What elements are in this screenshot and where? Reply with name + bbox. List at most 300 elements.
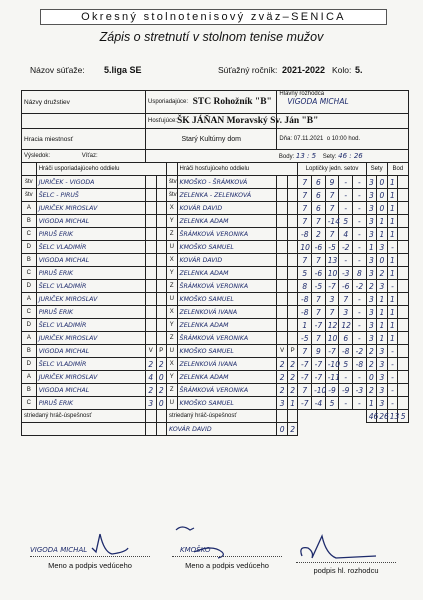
venue-value: Starý Kultúrny dom bbox=[146, 129, 277, 150]
set-scores-header: Loptičky jedn. setov bbox=[298, 163, 366, 176]
away-player: KOVÁR DAVID bbox=[177, 254, 277, 267]
total-sets-won: 46 bbox=[366, 410, 377, 423]
result-cell bbox=[22, 150, 146, 163]
sets-won: 2 bbox=[366, 358, 377, 371]
match-row bbox=[22, 280, 409, 293]
match-row bbox=[22, 254, 409, 267]
set-score: - bbox=[353, 241, 367, 254]
away-position: Z bbox=[167, 228, 178, 241]
match-row bbox=[22, 345, 409, 358]
set-score: 7 bbox=[298, 176, 312, 189]
set-score: -8 bbox=[298, 228, 312, 241]
match-row bbox=[22, 332, 409, 345]
home-players-header: Hráči usporiadajúceho oddielu bbox=[36, 163, 166, 176]
set-score: 5 bbox=[339, 358, 353, 371]
set-score: -7 bbox=[312, 371, 326, 384]
time-value: 10:00 hod. bbox=[331, 136, 361, 142]
set-score: 9 bbox=[325, 176, 339, 189]
points-value: 13 : 5 bbox=[295, 152, 317, 160]
match-point: 1 bbox=[387, 306, 398, 319]
set-score: -8 bbox=[298, 293, 312, 306]
match-point: 1 bbox=[387, 293, 398, 306]
home-player: ŠELC - PIRUŠ bbox=[36, 189, 145, 202]
document-title: Zápis o stretnutí v stolnom tenise mužov bbox=[99, 30, 324, 44]
sets-lost: 0 bbox=[377, 189, 388, 202]
home-position: B bbox=[22, 254, 37, 267]
away-player: KMOŠKO SAMUEL bbox=[177, 293, 277, 306]
match-row bbox=[22, 358, 409, 371]
home-losses: 2 bbox=[156, 384, 167, 397]
set-score: 7 bbox=[339, 293, 353, 306]
sets-lost: 3 bbox=[377, 397, 388, 410]
away-sub-name: KOVÁR DAVID bbox=[167, 423, 277, 436]
match-point: 1 bbox=[387, 332, 398, 345]
sets-lost: 3 bbox=[377, 384, 388, 397]
away-player: ZELENKA - ZELENKOVÁ bbox=[177, 189, 277, 202]
match-point: - bbox=[387, 280, 398, 293]
set-score: 13 bbox=[325, 254, 339, 267]
home-position: C bbox=[22, 397, 37, 410]
set-score: -9 bbox=[325, 384, 339, 397]
home-team-name: STC Rohožník "B" bbox=[192, 97, 272, 107]
set-score: -5 bbox=[312, 280, 326, 293]
sets-lost: 1 bbox=[377, 332, 388, 345]
away-players-header: Hráči hosťujúceho oddielu bbox=[177, 163, 298, 176]
referee-caption: podpis hl. rozhodcu bbox=[313, 566, 379, 575]
away-sub-label: striedaný hráč-úspešnosť bbox=[167, 410, 277, 423]
total-sets-lost: 26 bbox=[377, 410, 388, 423]
away-player: KMOŠKO - ŠRÁMKOVÁ bbox=[177, 176, 277, 189]
set-score: 1 bbox=[298, 319, 312, 332]
sets-won: 3 bbox=[366, 306, 377, 319]
sets-lost: 1 bbox=[377, 293, 388, 306]
set-score: - bbox=[339, 202, 353, 215]
sets-won: 3 bbox=[366, 254, 377, 267]
sets-won: 3 bbox=[366, 189, 377, 202]
season-label: Súťažný ročník: bbox=[218, 65, 278, 75]
set-score: 3 bbox=[325, 293, 339, 306]
away-wins: 2 bbox=[277, 358, 288, 371]
sets-lost: 3 bbox=[377, 358, 388, 371]
match-row bbox=[22, 371, 409, 384]
home-player: PIRUŠ ERIK bbox=[36, 397, 145, 410]
sets-won: 3 bbox=[366, 228, 377, 241]
set-score: 7 bbox=[312, 306, 326, 319]
set-score: -14 bbox=[325, 215, 339, 228]
organization-title: Okresný stolnotenisový zväz–SENICA bbox=[40, 9, 387, 25]
set-score: - bbox=[353, 202, 367, 215]
away-wins: 3 bbox=[277, 397, 288, 410]
set-score: -6 bbox=[339, 280, 353, 293]
match-row bbox=[22, 189, 409, 202]
match-table bbox=[21, 90, 409, 436]
set-score: -2 bbox=[339, 241, 353, 254]
substitute-row bbox=[22, 410, 409, 423]
v-label: V bbox=[146, 345, 157, 358]
set-score: -10 bbox=[325, 358, 339, 371]
set-score: -7 bbox=[298, 397, 312, 410]
away-position: U bbox=[167, 345, 178, 358]
match-point: - bbox=[387, 384, 398, 397]
set-score: -8 bbox=[339, 345, 353, 358]
away-player: KMOŠKO SAMUEL bbox=[177, 397, 277, 410]
referee-name: VIGODA MICHAL bbox=[287, 97, 349, 106]
set-score: 9 bbox=[312, 345, 326, 358]
away-wins: 2 bbox=[277, 371, 288, 384]
sets-lost: 2 bbox=[377, 267, 388, 280]
round-value: 5. bbox=[355, 65, 363, 75]
set-score: 8 bbox=[353, 267, 367, 280]
sets-won: 2 bbox=[366, 384, 377, 397]
round-label: Kolo: bbox=[332, 65, 352, 75]
match-row bbox=[22, 293, 409, 306]
set-score: -7 bbox=[325, 280, 339, 293]
set-score: -5 bbox=[298, 332, 312, 345]
sets-won: 3 bbox=[366, 293, 377, 306]
referee-signature bbox=[296, 528, 386, 566]
home-position: B bbox=[22, 215, 37, 228]
home-leader-caption: Meno a podpis vedúceho bbox=[48, 561, 132, 570]
set-score: - bbox=[353, 306, 367, 319]
away-sub-wins: 0 bbox=[277, 423, 288, 436]
away-player: ZELENKA ADAM bbox=[177, 319, 277, 332]
away-label: Hosťujúce: bbox=[148, 118, 177, 124]
home-label: Usporiadajúce: bbox=[148, 99, 189, 105]
away-losses: 2 bbox=[287, 358, 298, 371]
home-position: A bbox=[22, 202, 37, 215]
home-position: B bbox=[22, 345, 37, 358]
home-team-cell bbox=[146, 91, 277, 114]
points-header: Bod bbox=[387, 163, 408, 176]
home-player: PIRUŠ ERIK bbox=[36, 228, 145, 241]
away-player: ZELENKOVÁ IVANA bbox=[177, 306, 277, 319]
set-score: -6 bbox=[312, 241, 326, 254]
home-position: C bbox=[22, 306, 37, 319]
set-score: 8 bbox=[298, 280, 312, 293]
v-label: V bbox=[277, 345, 288, 358]
sets-won: 0 bbox=[366, 371, 377, 384]
date-value: 07.11.2021 bbox=[293, 136, 324, 142]
set-score: 12 bbox=[339, 319, 353, 332]
sets-lost: 3 bbox=[377, 345, 388, 358]
match-point: - bbox=[387, 241, 398, 254]
match-row bbox=[22, 202, 409, 215]
home-position: C bbox=[22, 267, 37, 280]
away-player: ZELENKA ADAM bbox=[177, 267, 277, 280]
away-player: KOVÁR DAVID bbox=[177, 202, 277, 215]
set-score: 7 bbox=[325, 189, 339, 202]
home-losses: 2 bbox=[156, 358, 167, 371]
home-losses: 0 bbox=[156, 371, 167, 384]
set-score: -2 bbox=[353, 345, 367, 358]
home-position: A bbox=[22, 293, 37, 306]
home-player: ŠELC VLADIMÍR bbox=[36, 358, 145, 371]
away-position: Y bbox=[167, 267, 178, 280]
set-score: -7 bbox=[298, 358, 312, 371]
set-score: 2 bbox=[312, 228, 326, 241]
set-score: -7 bbox=[312, 319, 326, 332]
sets-won: 1 bbox=[366, 397, 377, 410]
venue-label: Hracia miestnosť bbox=[22, 129, 146, 150]
away-wins: 2 bbox=[277, 384, 288, 397]
set-score: 7 bbox=[298, 202, 312, 215]
match-point: 1 bbox=[387, 202, 398, 215]
away-player: KMOŠKO SAMUEL bbox=[177, 241, 277, 254]
home-player: VIGODA MICHAL bbox=[36, 345, 145, 358]
home-player: JURIČEK MIROSLAV bbox=[36, 371, 145, 384]
match-point: - bbox=[387, 358, 398, 371]
total-points-away: 5 bbox=[398, 410, 409, 423]
away-sub-losses: 2 bbox=[287, 423, 298, 436]
away-player: ŠRÁMKOVÁ VERONIKA bbox=[177, 280, 277, 293]
set-score: 7 bbox=[298, 215, 312, 228]
away-player: ZELENKOVÁ IVANA bbox=[177, 358, 277, 371]
away-position: Y bbox=[167, 319, 178, 332]
set-score: - bbox=[353, 176, 367, 189]
away-losses: 1 bbox=[287, 397, 298, 410]
set-score: 4 bbox=[339, 228, 353, 241]
set-score: 6 bbox=[339, 332, 353, 345]
match-row bbox=[22, 215, 409, 228]
set-score: 12 bbox=[325, 319, 339, 332]
set-score: - bbox=[353, 397, 367, 410]
set-score: -6 bbox=[312, 267, 326, 280]
sets-won: 3 bbox=[366, 202, 377, 215]
substitute-names-row bbox=[22, 423, 409, 436]
set-score: 7 bbox=[312, 332, 326, 345]
home-player: PIRUŠ ERIK bbox=[36, 267, 145, 280]
home-player: PIRUŠ ERIK bbox=[36, 306, 145, 319]
away-losses: 2 bbox=[287, 384, 298, 397]
sets-won: 2 bbox=[366, 280, 377, 293]
set-score: 7 bbox=[325, 202, 339, 215]
home-player: JURIČEK MIROSLAV bbox=[36, 202, 145, 215]
match-row bbox=[22, 306, 409, 319]
home-position: D bbox=[22, 358, 37, 371]
home-player: JURIČEK MIROSLAV bbox=[36, 293, 145, 306]
away-losses: 2 bbox=[287, 371, 298, 384]
set-score: -2 bbox=[353, 280, 367, 293]
sets-lost: 1 bbox=[377, 306, 388, 319]
date-time-cell: Dňa: 07.11.2021 o 10:00 hod. bbox=[277, 129, 409, 150]
away-position: Z bbox=[167, 332, 178, 345]
away-position: U bbox=[167, 397, 178, 410]
away-position: štv bbox=[167, 189, 178, 202]
set-score: - bbox=[353, 254, 367, 267]
set-score: - bbox=[339, 397, 353, 410]
away-player: ŠRÁMKOVÁ VERONIKA bbox=[177, 384, 277, 397]
home-wins: 2 bbox=[146, 384, 157, 397]
home-position: D bbox=[22, 319, 37, 332]
home-position: štv bbox=[22, 189, 37, 202]
set-score: - bbox=[339, 176, 353, 189]
sets-lost: 1 bbox=[377, 319, 388, 332]
sets-lost: 3 bbox=[377, 280, 388, 293]
match-point: 1 bbox=[387, 189, 398, 202]
away-position: X bbox=[167, 358, 178, 371]
set-score: 5 bbox=[339, 215, 353, 228]
set-score: 7 bbox=[312, 293, 326, 306]
match-row bbox=[22, 319, 409, 332]
home-position: D bbox=[22, 241, 37, 254]
sets-won: 1 bbox=[366, 241, 377, 254]
sets-lost: 0 bbox=[377, 176, 388, 189]
team-names-label: Názvy družstiev bbox=[22, 91, 146, 114]
match-row bbox=[22, 384, 409, 397]
away-team-cell bbox=[146, 114, 319, 129]
home-player: JURIČEK - VIGODA bbox=[36, 176, 145, 189]
set-score: -11 bbox=[325, 371, 339, 384]
set-score: -10 bbox=[312, 384, 326, 397]
match-point: - bbox=[387, 397, 398, 410]
match-point: - bbox=[387, 345, 398, 358]
set-score: -7 bbox=[312, 358, 326, 371]
sets-lost: 0 bbox=[377, 202, 388, 215]
sets-lost: 3 bbox=[377, 371, 388, 384]
away-leader-caption: Meno a podpis vedúceho bbox=[185, 561, 269, 570]
set-score: 6 bbox=[312, 189, 326, 202]
match-point: 1 bbox=[387, 267, 398, 280]
match-row bbox=[22, 267, 409, 280]
league-label: Názov súťaže: bbox=[30, 65, 85, 75]
sets-value: 46 : 26 bbox=[338, 152, 363, 160]
sets-lost: 1 bbox=[377, 215, 388, 228]
score-summary: Body: 13 : 5 Sety: 46 : 26 bbox=[277, 150, 409, 163]
away-position: U bbox=[167, 241, 178, 254]
home-player: ŠELC VLADIMÍR bbox=[36, 319, 145, 332]
set-score: 6 bbox=[312, 176, 326, 189]
away-position: Z bbox=[167, 280, 178, 293]
away-team-name: ŠK JÁŇAN Moravský Sv. Ján "B" bbox=[176, 116, 319, 126]
set-score: -9 bbox=[339, 384, 353, 397]
match-row bbox=[22, 397, 409, 410]
set-score: - bbox=[339, 189, 353, 202]
away-position: Y bbox=[167, 371, 178, 384]
home-sub-name bbox=[22, 423, 146, 436]
home-position: C bbox=[22, 228, 37, 241]
away-player: ZELENKA ADAM bbox=[177, 215, 277, 228]
set-score: -8 bbox=[353, 358, 367, 371]
set-score: 6 bbox=[312, 202, 326, 215]
set-score: -4 bbox=[312, 397, 326, 410]
away-position: X bbox=[167, 202, 178, 215]
match-point: 1 bbox=[387, 176, 398, 189]
home-player: VIGODA MICHAL bbox=[36, 384, 145, 397]
set-score: 7 bbox=[312, 215, 326, 228]
set-score: 3 bbox=[339, 306, 353, 319]
sets-lost: 1 bbox=[377, 228, 388, 241]
p-label: P bbox=[156, 345, 167, 358]
winner-label: Víťaz: bbox=[81, 153, 98, 159]
set-score: -7 bbox=[298, 371, 312, 384]
set-score: -8 bbox=[298, 306, 312, 319]
set-score: - bbox=[353, 228, 367, 241]
sets-won: 3 bbox=[366, 267, 377, 280]
referee-label: Hlavný rozhodca bbox=[279, 91, 325, 97]
match-row bbox=[22, 241, 409, 254]
sets-header: Sety bbox=[366, 163, 387, 176]
sets-lost: 0 bbox=[377, 254, 388, 267]
home-leader-signature bbox=[90, 528, 130, 558]
home-position: D bbox=[22, 280, 37, 293]
away-player: ZELENKA ADAM bbox=[177, 371, 277, 384]
set-score: 7 bbox=[298, 384, 312, 397]
set-score: 7 bbox=[298, 345, 312, 358]
match-point: 1 bbox=[387, 319, 398, 332]
sets-won: 3 bbox=[366, 176, 377, 189]
set-score: - bbox=[339, 254, 353, 267]
set-score: - bbox=[353, 319, 367, 332]
match-row bbox=[22, 176, 409, 189]
season-value: 2021-2022 bbox=[282, 65, 326, 75]
match-point: 1 bbox=[387, 254, 398, 267]
set-score: - bbox=[353, 293, 367, 306]
result-label: Výsledok: bbox=[24, 153, 51, 159]
match-row bbox=[22, 228, 409, 241]
total-points: 13 bbox=[387, 410, 398, 423]
home-player: ŠELC VLADIMÍR bbox=[36, 241, 145, 254]
home-leader-name: VIGODA MICHAL bbox=[30, 546, 88, 554]
away-position: U bbox=[167, 293, 178, 306]
match-point: 1 bbox=[387, 228, 398, 241]
home-wins: 3 bbox=[146, 397, 157, 410]
p-label: P bbox=[287, 345, 298, 358]
away-leader-name: KMOŠKO bbox=[180, 546, 211, 554]
away-leader-signature bbox=[172, 522, 232, 558]
away-position: Z bbox=[167, 384, 178, 397]
away-position: X bbox=[167, 254, 178, 267]
sets-lost: 3 bbox=[377, 241, 388, 254]
home-player: JURIČEK MIROSLAV bbox=[36, 332, 145, 345]
set-score: -7 bbox=[325, 345, 339, 358]
home-sub-label: striedaný hráč-úspešnosť bbox=[22, 410, 146, 423]
match-point: - bbox=[387, 371, 398, 384]
referee-cell bbox=[277, 91, 409, 114]
away-player: ŠRÁMKOVÁ VERONIKA bbox=[177, 332, 277, 345]
home-wins: 4 bbox=[146, 371, 157, 384]
away-position: Y bbox=[167, 215, 178, 228]
set-score: -3 bbox=[339, 267, 353, 280]
away-position: štv bbox=[167, 176, 178, 189]
match-point: 1 bbox=[387, 215, 398, 228]
home-wins: 2 bbox=[146, 358, 157, 371]
set-score: 7 bbox=[298, 254, 312, 267]
set-score: - bbox=[353, 189, 367, 202]
set-score: - bbox=[353, 332, 367, 345]
set-score: - bbox=[339, 371, 353, 384]
home-player: VIGODA MICHAL bbox=[36, 254, 145, 267]
set-score: 7 bbox=[325, 306, 339, 319]
away-player: ŠRÁMKOVÁ VERONIKA bbox=[177, 228, 277, 241]
away-player: KMOŠKO SAMUEL bbox=[177, 345, 277, 358]
home-player: ŠELC VLADIMÍR bbox=[36, 280, 145, 293]
set-score: 10 bbox=[325, 267, 339, 280]
set-score: -5 bbox=[325, 241, 339, 254]
sets-won: 3 bbox=[366, 215, 377, 228]
set-score: 7 bbox=[312, 254, 326, 267]
set-score: 10 bbox=[325, 332, 339, 345]
home-position: B bbox=[22, 384, 37, 397]
set-score: 7 bbox=[298, 189, 312, 202]
sets-won: 3 bbox=[366, 319, 377, 332]
set-score: 10 bbox=[298, 241, 312, 254]
set-score: 7 bbox=[325, 228, 339, 241]
set-score: -3 bbox=[353, 384, 367, 397]
sets-won: 2 bbox=[366, 345, 377, 358]
home-player: VIGODA MICHAL bbox=[36, 215, 145, 228]
set-score: - bbox=[353, 371, 367, 384]
home-position: A bbox=[22, 332, 37, 345]
